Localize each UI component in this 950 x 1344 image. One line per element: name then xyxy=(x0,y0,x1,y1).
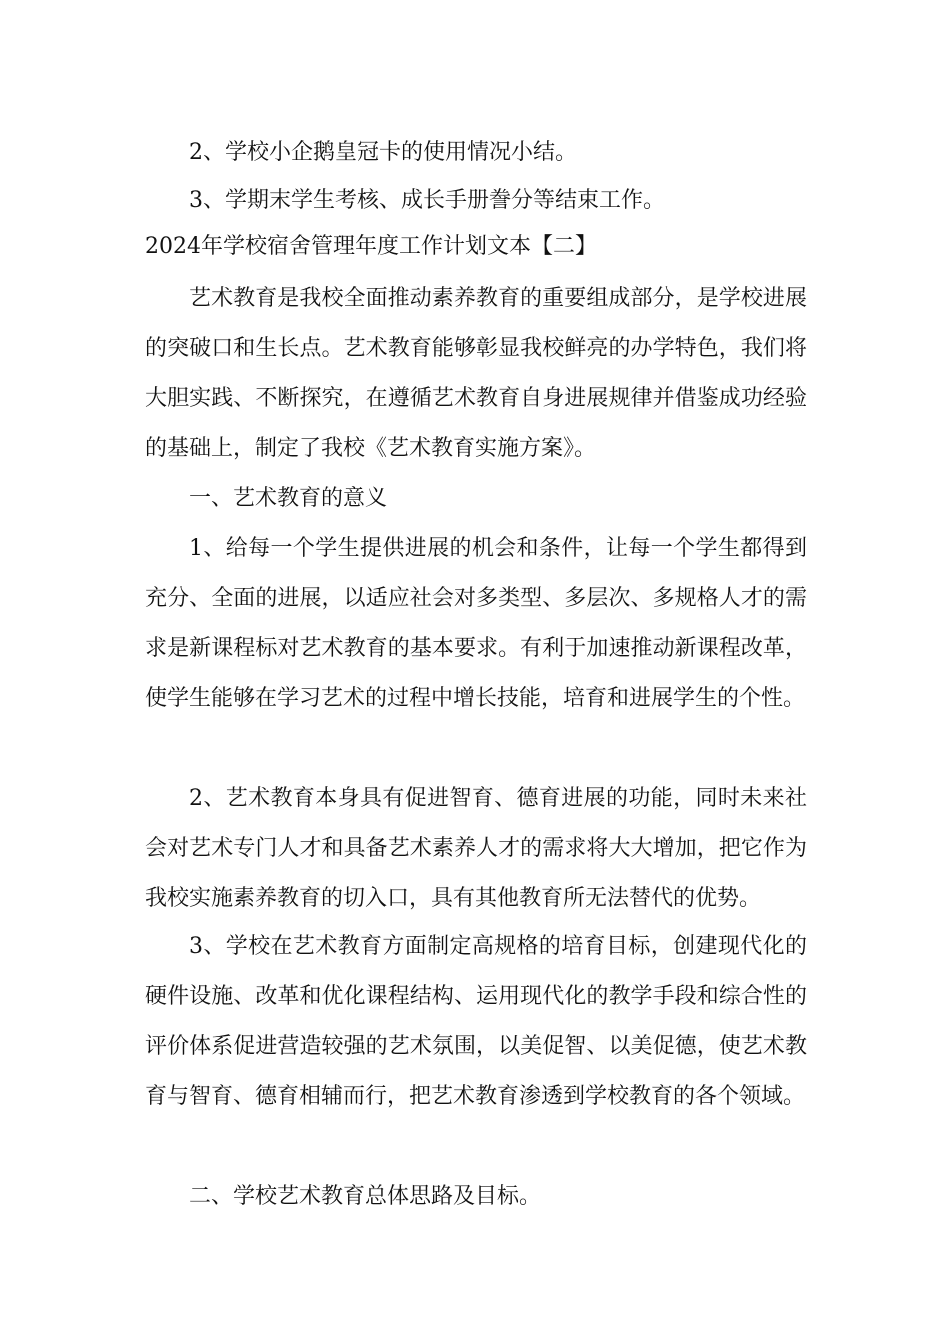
paragraph-item-1: 1、给每一个学生提供进展的机会和条件，让每一个学生都得到充分、全面的进展，以适应社会对多类型、多层次、多规格人才的需求是新课程标对艺术教育的基本要求。有利于加速推动新课程改革，使学生能够在学习艺术的过程中增长技能，培育和进展学生的个性。 xyxy=(145,536,807,711)
paragraph-item-3: 3、学校在艺术教育方面制定高规格的培育目标，创建现代化的硬件设施、改革和优化课程结构、运用现代化的教学手段和综合性的评价体系促进营造较强的艺术氛围，以美促智、以美促德，使艺术教育与智育、德育相辅而行，把艺术教育渗透到学校教育的各个领域。 xyxy=(145,934,807,1109)
heading-approach-goals: 二、学校艺术教育总体思路及目标。 xyxy=(189,1184,542,1209)
paragraph-item-2: 2、艺术教育本身具有促进智育、德育进展的功能，同时未来社会对艺术专门人才和具备艺术素养人才的需求将大大增加，把它作为我校实施素养教育的切入口，具有其他教育所无法替代的优势。 xyxy=(145,786,807,911)
paragraph-item-2-previous: 2、学校小企鹅皇冠卡的使用情况小结。 xyxy=(189,140,577,165)
paragraph-item-3-previous: 3、学期末学生考核、成长手册誊分等结束工作。 xyxy=(189,188,665,213)
section-title: 2024年学校宿舍管理年度工作计划文本【二】 xyxy=(145,234,597,259)
heading-significance: 一、艺术教育的意义 xyxy=(189,486,388,511)
paragraph-intro: 艺术教育是我校全面推动素养教育的重要组成部分，是学校进展的突破口和生长点。艺术教育能够彰显我校鲜亮的办学特色，我们将大胆实践、不断探究，在遵循艺术教育自身进展规律并借鉴成功经验的基础上，制定了我校《艺术教育实施方案》。 xyxy=(145,286,807,461)
